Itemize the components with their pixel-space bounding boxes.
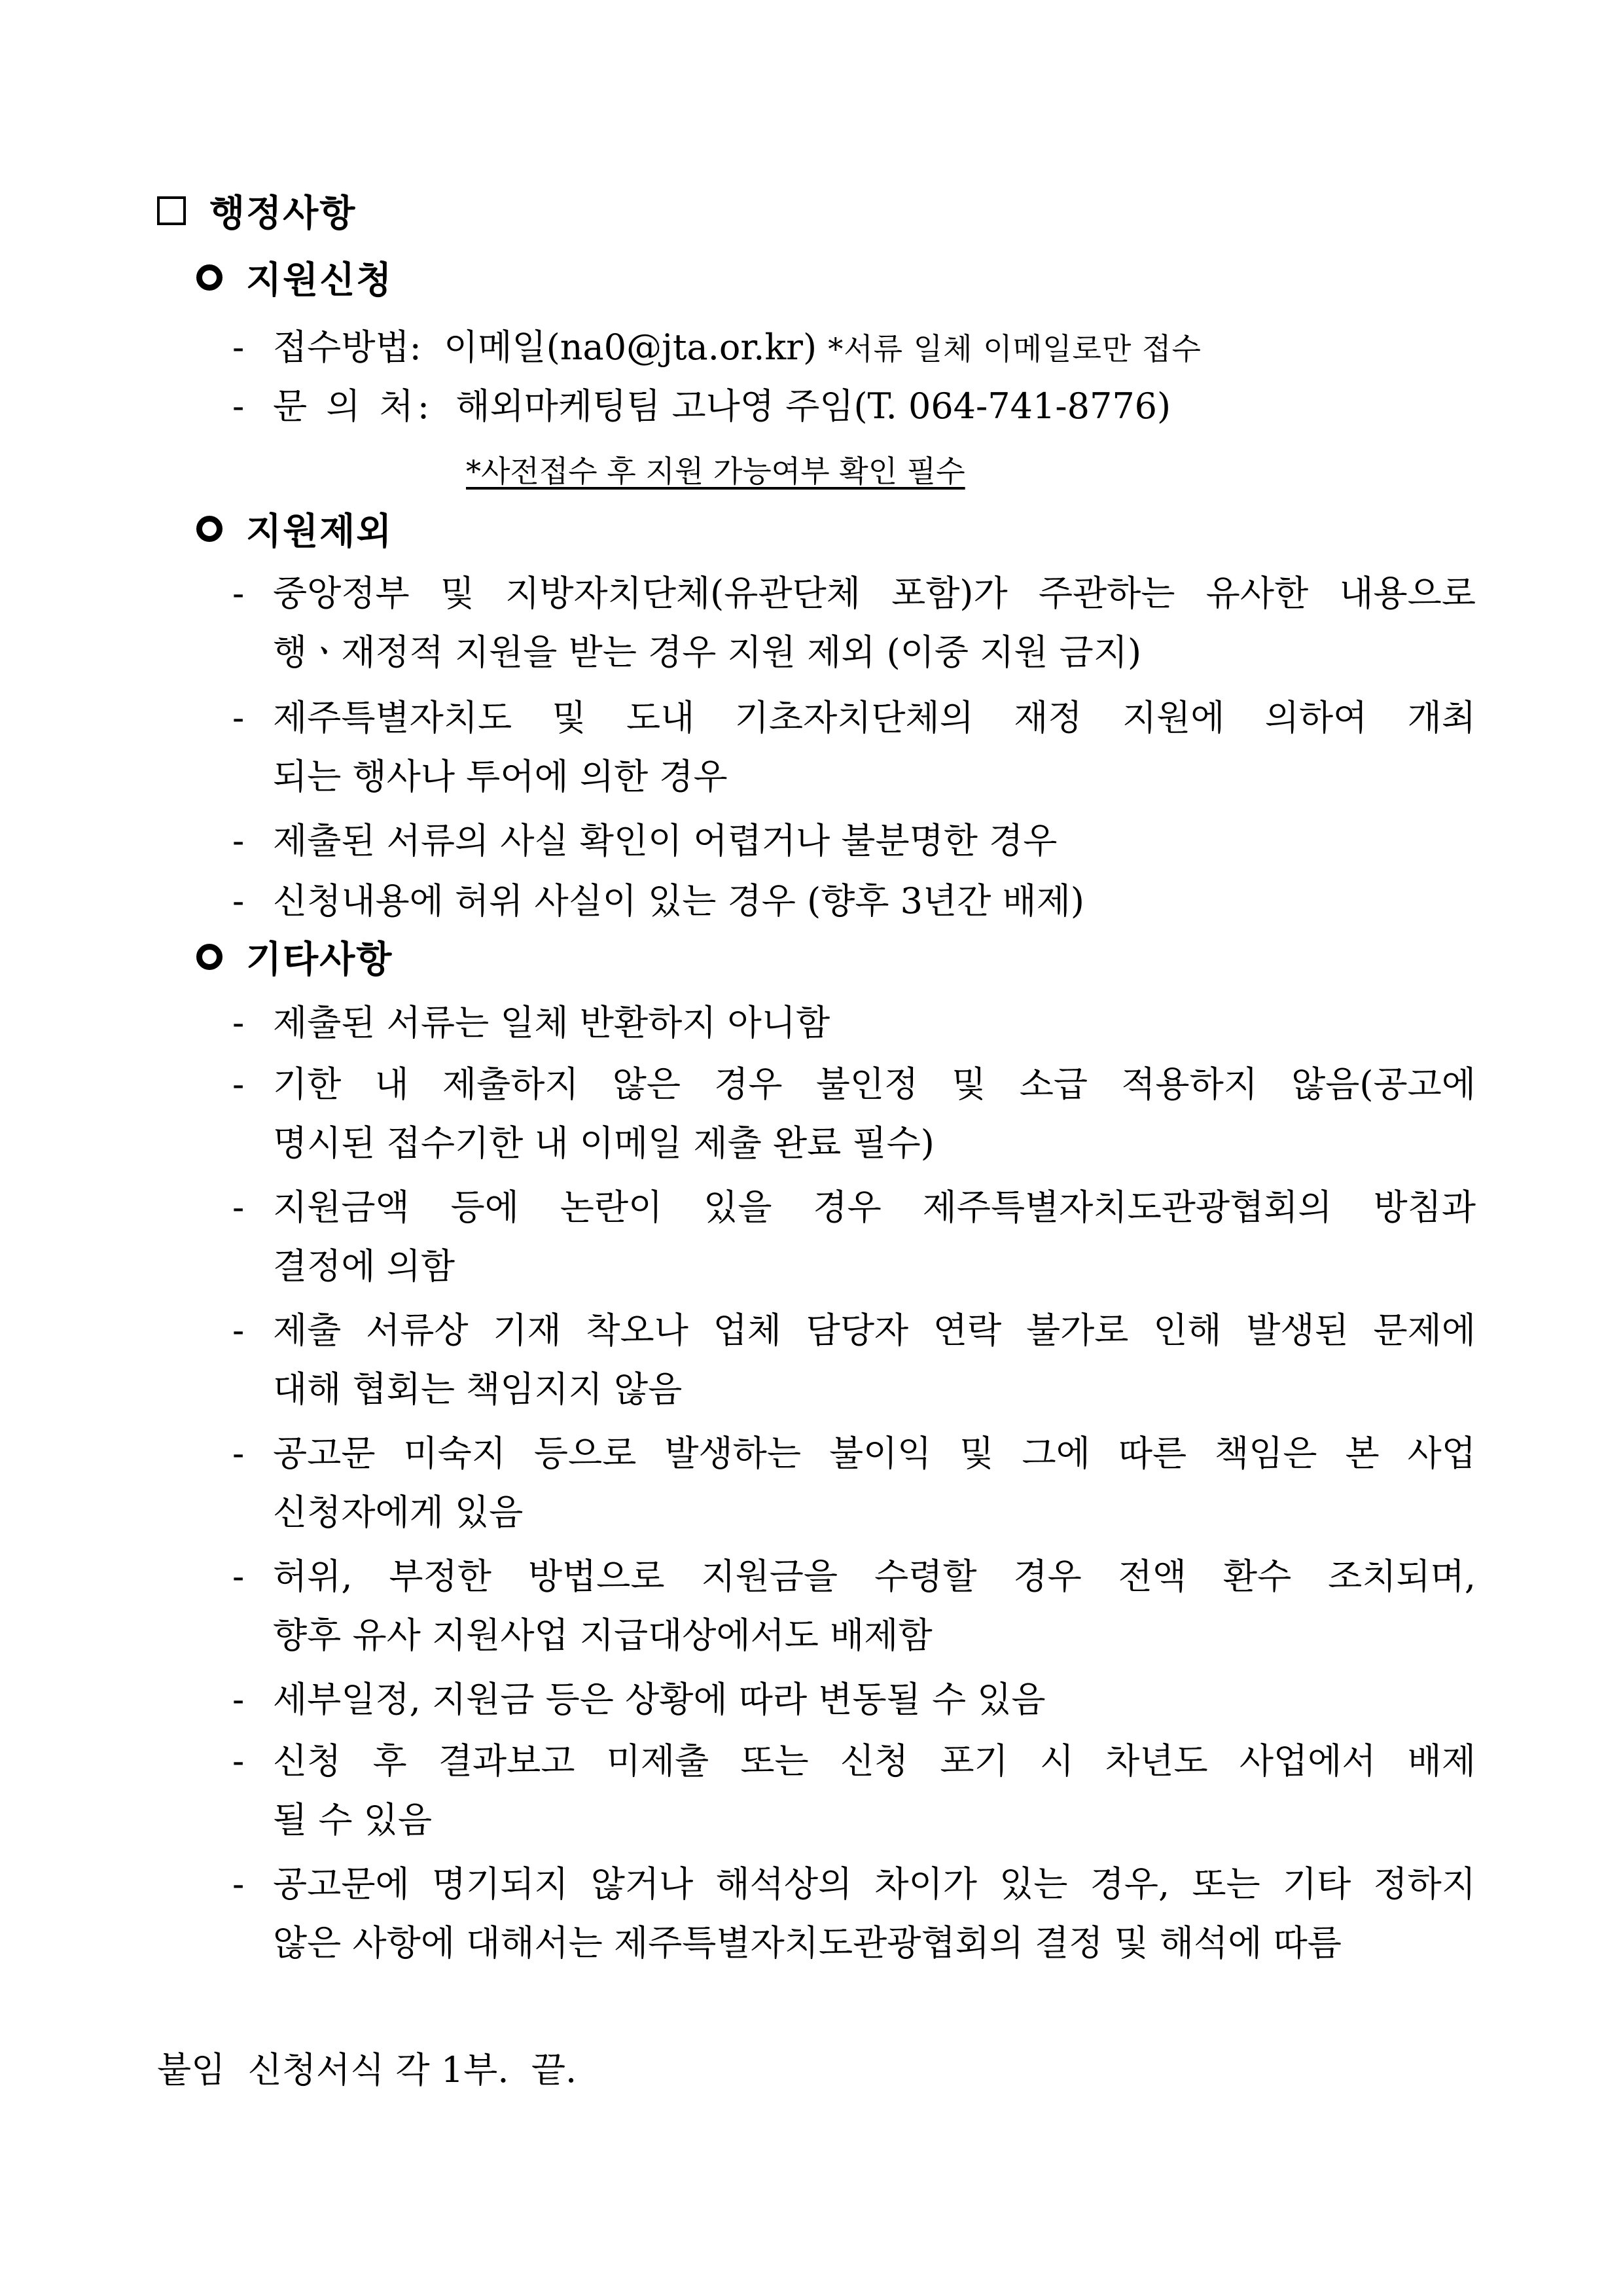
checkbox-square-icon xyxy=(157,196,186,225)
list-item-continued: 되는 행사나 투어에 의한 경우 xyxy=(273,756,728,797)
subheading-apply-title: 지원신청 xyxy=(246,259,393,302)
contact-label: 문 의 처: xyxy=(273,386,434,427)
bullet-circle-icon xyxy=(196,516,223,542)
list-item: - 제출된 서류는 일체 반환하지 아니함 xyxy=(232,1002,830,1043)
list-item-continued: 않은 사항에 대해서는 제주특별자치도관광협회의 결정 및 해석에 따름 xyxy=(273,1922,1342,1964)
list-item-continued: 명시된 접수기한 내 이메일 제출 완료 필수) xyxy=(273,1122,935,1164)
bullet-circle-icon xyxy=(196,264,223,291)
attachment-line xyxy=(157,2041,577,2100)
method-value: 이메일(na0@jta.or.kr) xyxy=(444,327,817,368)
list-item: - 제출된 서류의 사실 확인이 어렵거나 불분명한 경우 xyxy=(232,820,1058,861)
attachment-end: 끝. xyxy=(531,2049,577,2090)
list-item-continued: 결정에 의함 xyxy=(273,1246,455,1287)
list-item: - 중앙정부 및 지방자치단체(유관단체 포함)가 주관하는 유사한 내용으로 xyxy=(232,573,1476,614)
list-item-continued: 행ㆍ재정적 지원을 받는 경우 지원 제외 (이중 지원 금지) xyxy=(273,632,1142,673)
list-item: - 세부일정, 지원금 등은 상황에 따라 변동될 수 있음 xyxy=(232,1679,1046,1720)
subheading-etc-title: 기타사항 xyxy=(246,939,393,981)
list-item: - 신청 후 결과보고 미제출 또는 신청 포기 시 차년도 사업에서 배제 xyxy=(232,1740,1476,1782)
contact-note: *사전접수 후 지원 가능여부 확인 필수 xyxy=(466,454,965,489)
list-item: - 제출 서류상 기재 착오나 업체 담당자 연락 불가로 인해 발생된 문제에 xyxy=(232,1310,1476,1351)
subheading-etc xyxy=(196,931,393,983)
list-item-continued: 될 수 있음 xyxy=(273,1799,432,1840)
list-item-continued: 대해 협회는 책임지지 않음 xyxy=(273,1369,683,1410)
list-item: - 기한 내 제출하지 않은 경우 불인정 및 소급 적용하지 않음(공고에 xyxy=(232,1064,1476,1105)
contact-value: 해외마케팅팀 고나영 주임(T. 064-741-8776) xyxy=(455,386,1171,427)
list-item: - 공고문에 명기되지 않거나 해석상의 차이가 있는 경우, 또는 기타 정하지 xyxy=(232,1863,1476,1905)
list-item: - 허위, 부정한 방법으로 지원금을 수령할 경우 전액 환수 조치되며, xyxy=(232,1556,1476,1597)
section-heading xyxy=(157,185,356,237)
list-item: - 지원금액 등에 논란이 있을 경우 제주특별자치도관광협회의 방침과 xyxy=(232,1187,1476,1228)
method-note: *서류 일체 이메일로만 접수 xyxy=(828,331,1202,367)
list-item: - 제주특별자치도 및 도내 기초자치단체의 재정 지원에 의하여 개최 xyxy=(232,697,1476,738)
list-item-continued: 신청자에게 있음 xyxy=(273,1492,524,1533)
list-item-continued: 향후 유사 지원사업 지급대상에서도 배제함 xyxy=(273,1615,933,1656)
apply-method-line: - 접수방법: 이메일(na0@jta.or.kr) *서류 일체 이메일로만 접수 xyxy=(232,327,1202,368)
subheading-exclusion xyxy=(196,503,393,555)
method-label: 접수방법: xyxy=(273,327,421,368)
attachment-label: 붙임 xyxy=(157,2049,226,2090)
subheading-apply xyxy=(196,251,393,304)
subheading-exclusion-title: 지원제외 xyxy=(246,511,393,553)
apply-contact-line: - 문 의 처: 해외마케팅팀 고나영 주임(T. 064-741-8776) xyxy=(232,386,1171,427)
attachment-text: 신청서식 각 1부. xyxy=(247,2049,509,2090)
bullet-circle-icon xyxy=(196,944,223,970)
list-item: - 신청내용에 허위 사실이 있는 경우 (향후 3년간 배제) xyxy=(232,880,1084,922)
section-title: 행정사항 xyxy=(209,192,357,235)
list-item: - 공고문 미숙지 등으로 발생하는 불이익 및 그에 따른 책임은 본 사업 xyxy=(232,1433,1476,1474)
